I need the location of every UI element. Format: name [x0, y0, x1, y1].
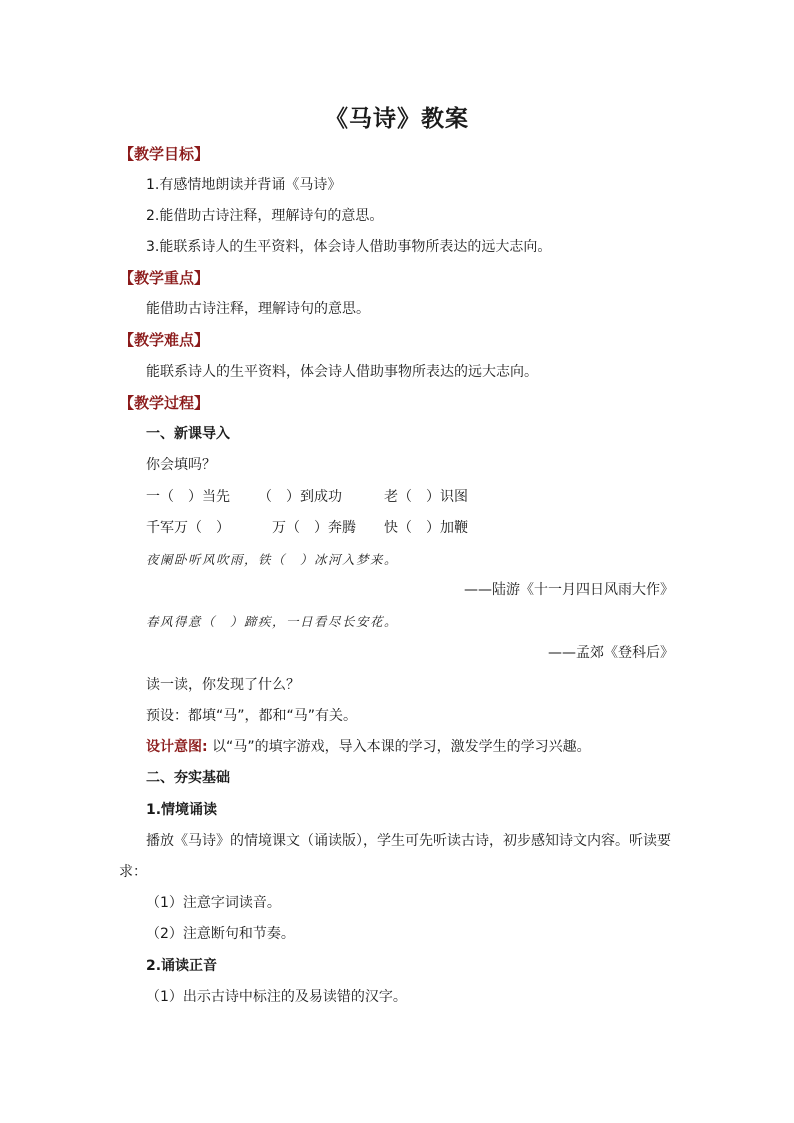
goal-item: 3.能联系诗人的生平资料，体会诗人借助事物所表达的远大志向。	[146, 239, 552, 255]
part1-title: 一、新课导入	[146, 426, 230, 442]
idiom-blank: （ ）到成功	[258, 489, 342, 505]
subsection-title: 1.情境诵读	[146, 802, 218, 818]
key-points-text: 能借助古诗注释，理解诗句的意思。	[146, 301, 370, 317]
poem-source: ——孟郊《登科后》	[548, 645, 674, 661]
list-item: （1）出示古诗中标注的及易读错的汉字。	[146, 989, 407, 1005]
read-prompt: 读一读，你发现了什么？	[146, 677, 300, 693]
requirement-item: （1）注意字词读音。	[146, 895, 281, 911]
poem-line: 春风得意（ ）蹄疾，一日看尽长安花。	[146, 614, 399, 629]
subsection-title: 2.诵读正音	[146, 958, 218, 974]
page-title: 《马诗》教案	[325, 106, 469, 132]
goal-item: 2.能借助古诗注释，理解诗句的意思。	[146, 208, 384, 224]
requirement-item: （2）注意断句和节奏。	[146, 926, 295, 942]
section-heading-key-points: 【教学重点】	[119, 269, 210, 287]
design-intent-text: 以“马”的填字游戏，导入本课的学习，激发学生的学习兴趣。	[212, 739, 591, 755]
paragraph-line: 求：	[119, 864, 147, 880]
poem-source: ——陆游《十一月四日风雨大作》	[464, 582, 674, 598]
idiom-blank: 万（ ）奔腾	[272, 520, 356, 536]
design-intent	[146, 737, 591, 757]
poem-line: 夜阑卧听风吹雨，铁（ ）冰河入梦来。	[146, 552, 399, 567]
preset-answer: 预设：都填“马”，都和“马”有关。	[146, 708, 358, 724]
section-heading-difficulties: 【教学难点】	[119, 331, 210, 349]
part2-title: 二、夯实基础	[146, 770, 230, 786]
fill-question: 你会填吗？	[146, 457, 216, 473]
difficulties-text: 能联系诗人的生平资料，体会诗人借助事物所表达的远大志向。	[146, 364, 538, 380]
section-heading-process: 【教学过程】	[119, 394, 210, 412]
idiom-blank: 快（ ）加鞭	[384, 520, 468, 536]
idiom-blank: 千军万（ ）	[146, 520, 230, 536]
idiom-blank: 老（ ）识图	[384, 489, 468, 505]
section-heading-goals: 【教学目标】	[119, 145, 210, 163]
goal-item: 1.有感情地朗读并背诵《马诗》	[146, 177, 342, 193]
design-intent-label: 设计意图:	[146, 739, 208, 755]
paragraph-line: 播放《马诗》的情境课文（诵读版），学生可先听读古诗，初步感知诗文内容。听读要	[146, 833, 671, 849]
idiom-blank: 一（ ）当先	[146, 489, 230, 505]
